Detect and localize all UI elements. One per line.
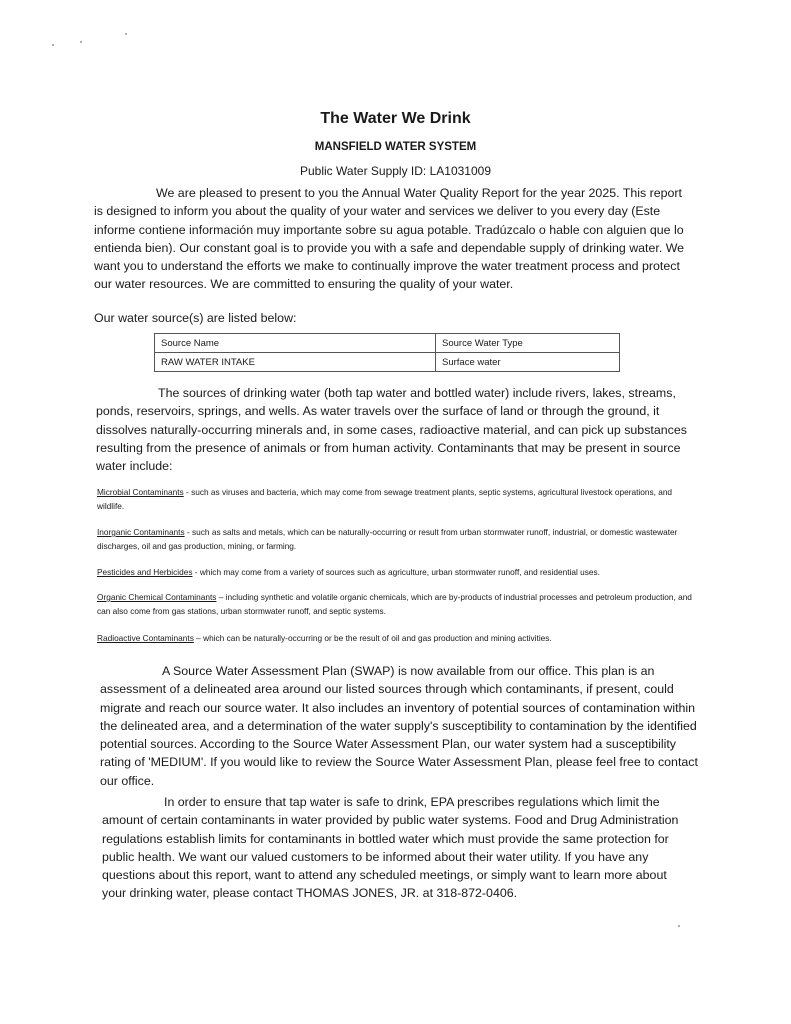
sources-table — [154, 333, 620, 372]
contaminant-radioactive — [97, 632, 697, 646]
cell-source-name: RAW WATER INTAKE — [155, 353, 436, 372]
header-source-name: Source Name — [155, 334, 436, 353]
header-source-type: Source Water Type — [436, 334, 620, 353]
contaminant-microbial — [97, 486, 697, 513]
contaminant-desc: - which may come from a variety of sources such as agriculture, urban stormwater runoff, and residential uses. — [192, 567, 600, 577]
epa-paragraph-text: In order to ensure that tap water is safe to drink, EPA prescribes regulations which limit the amount of certain contaminants in water provided by public water systems. Food and Drug Administration regulations establish limits for contaminants in bottled water which must provide the same protection for public health. We want our valued customers to be informed about their water utility. If you have any questions about this report, want to attend any scheduled meetings, or simply want to learn more about your drinking water, please contact THOMAS JONES, JR. at 318-872-0406. — [102, 795, 679, 901]
epa-paragraph — [102, 793, 692, 903]
contaminant-term: Microbial Contaminants — [97, 487, 184, 497]
contaminant-desc: - such as salts and metals, which can be naturally-occurring or result from urban stormwater runoff, industrial, or domestic wastewater discharges, oil and gas production, mining, or farming. — [97, 527, 678, 551]
supply-id: Public Water Supply ID: LA1031009 — [300, 164, 491, 178]
contaminant-term: Pesticides and Herbicides — [97, 567, 193, 577]
table-row — [155, 353, 620, 372]
sources-paragraph-text: The sources of drinking water (both tap water and bottled water) include rivers, lakes, streams, ponds, reservoirs, springs, and wells. As water travels over the surface of land or through the ground, it dissolves naturally-occurring minerals and, in some cases, radioactive material, and can pick up substances resulting from the presence of animals or from human activity. Contaminants that may be present in source water include: — [96, 386, 687, 474]
table-header-row — [155, 334, 620, 353]
scan-speck — [125, 33, 127, 35]
swap-paragraph — [100, 662, 700, 790]
sources-paragraph — [96, 384, 696, 475]
contaminant-inorganic — [97, 526, 697, 553]
contaminant-organic — [97, 591, 697, 618]
intro-text: We are pleased to present to you the Annual Water Quality Report for the year 2025. This report is designed to inform you about the quality of your water and services we deliver to you every day (Este informe contiene información muy importante sobre su agua potable. Tradúzcalo o hable con alguien que lo entienda bien). Our constant goal is to provide you with a safe and dependable supply of drinking water. We want you to understand the efforts we make to continually improve the water treatment process and protect our water resources. We are committed to ensuring the quality of your water. — [94, 186, 685, 292]
contaminant-desc: - such as viruses and bacteria, which may come from sewage treatment plants, septic systems, agricultural livestock operations, and wildlife. — [97, 487, 673, 511]
contaminant-desc: – which can be naturally-occurring or be the result of oil and gas production and mining activities. — [193, 633, 552, 643]
scan-speck — [678, 925, 680, 927]
contaminant-desc: – including synthetic and volatile organic chemicals, which are by-products of industrial processes and petroleum production, and can also come from gas stations, urban stormwater runoff, and septic systems. — [97, 592, 692, 616]
scan-speck — [80, 41, 82, 43]
contaminant-pesticides — [97, 566, 697, 580]
cell-source-type: Surface water — [436, 353, 620, 372]
contaminant-term: Organic Chemical Contaminants — [97, 592, 217, 602]
scan-speck — [52, 44, 54, 46]
document-title: The Water We Drink — [320, 110, 471, 127]
swap-paragraph-text: A Source Water Assessment Plan (SWAP) is now available from our office. This plan is an assessment of a delineated area around our listed sources through which contaminants, if present, could migrate and reach our source water. It also includes an inventory of potential sources of contamination within the delineated area, and a determination of the water supply's susceptibility to contamination by the identified potential sources. According to the Source Water Assessment Plan, our water system had a susceptibility rating of 'MEDIUM'. If you would like to review the Source Water Assessment Plan, please feel free to contact our office. — [100, 664, 698, 788]
sources-intro: Our water source(s) are listed below: — [94, 311, 297, 325]
intro-paragraph — [94, 184, 694, 294]
contaminant-term: Inorganic Contaminants — [97, 527, 185, 537]
contaminant-term: Radioactive Contaminants — [97, 633, 194, 643]
system-name: MANSFIELD WATER SYSTEM — [314, 141, 477, 153]
